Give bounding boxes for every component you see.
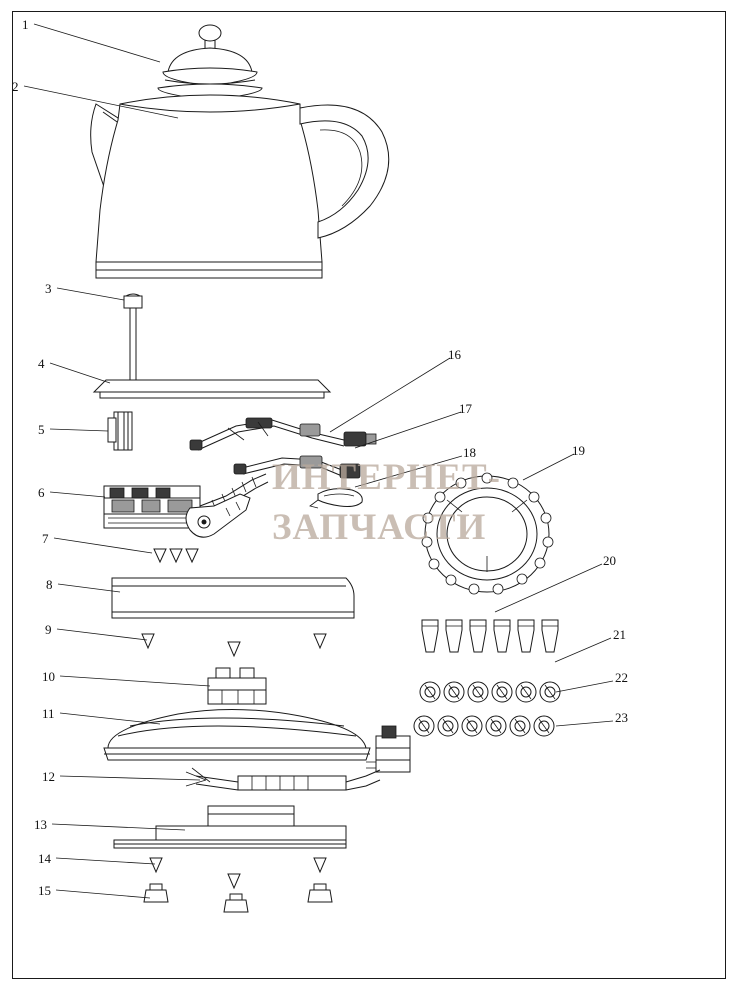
part-feet-group <box>144 884 332 912</box>
part-screws-14-group <box>150 858 326 888</box>
callout-9: 9 <box>45 622 52 637</box>
watermark-line-1: ИНТЕРНЕТ- <box>272 457 501 498</box>
part-nuts-23-group <box>414 716 554 736</box>
part-screws-9-group <box>142 634 326 656</box>
callout-12: 12 <box>42 769 55 784</box>
part-housing-block-group <box>112 578 354 618</box>
callout-3-leader <box>57 288 124 300</box>
callout-6-leader <box>50 492 105 497</box>
part-terminal-block-group <box>208 668 266 704</box>
callout-14-leader <box>56 858 155 864</box>
callout-19-leader <box>523 454 574 480</box>
callout-18: 18 <box>463 445 476 460</box>
callout-10-leader <box>60 676 210 686</box>
callout-7-leader <box>54 538 152 553</box>
callout-4-leader <box>50 363 110 383</box>
callout-15-leader <box>56 890 150 898</box>
callout-11-leader <box>60 713 160 724</box>
callout-5: 5 <box>38 422 45 437</box>
callout-5-leader <box>50 429 108 431</box>
callout-1-leader <box>34 24 160 62</box>
callout-8-leader <box>58 584 120 592</box>
callout-19: 19 <box>572 443 585 458</box>
watermark-line-2: ЗАПЧАСТИ <box>272 507 487 548</box>
callout-6: 6 <box>38 485 45 500</box>
callout-9-leader <box>57 629 147 640</box>
part-screws-20-group <box>422 620 558 652</box>
part-connector-small-group <box>108 412 132 450</box>
callout-4: 4 <box>38 356 45 371</box>
part-body-group <box>91 95 389 278</box>
part-control-module-group <box>104 474 268 537</box>
callout-22: 22 <box>615 670 628 685</box>
callout-16-leader <box>330 358 450 432</box>
callout-21: 21 <box>613 627 626 642</box>
callout-17-leader <box>355 412 461 448</box>
part-heating-base-group <box>104 709 410 772</box>
callout-20: 20 <box>603 553 616 568</box>
part-screws-7-group <box>154 549 198 562</box>
callout-23-leader <box>556 721 613 726</box>
callout-14: 14 <box>38 851 51 866</box>
callout-23: 23 <box>615 710 628 725</box>
part-power-cord-group <box>186 768 380 790</box>
callout-16: 16 <box>448 347 461 362</box>
callout-2: 2 <box>12 79 19 94</box>
callout-17: 17 <box>459 401 472 416</box>
callout-3: 3 <box>45 281 52 296</box>
callout-8: 8 <box>46 577 53 592</box>
callout-7: 7 <box>42 531 49 546</box>
callout-21-leader <box>555 638 611 662</box>
part-lid-group <box>158 25 262 100</box>
part-bottom-plate-group <box>114 806 346 848</box>
part-wire-harness-upper-group <box>190 418 376 450</box>
callout-22-leader <box>556 681 613 692</box>
part-plate-group <box>94 380 330 398</box>
callout-13: 13 <box>34 817 47 832</box>
callout-15: 15 <box>38 883 51 898</box>
part-washers-21-group <box>420 682 560 702</box>
part-post-group <box>124 294 142 380</box>
callout-12-leader <box>60 776 200 780</box>
callout-10: 10 <box>42 669 55 684</box>
callout-11: 11 <box>42 706 55 721</box>
callout-1: 1 <box>22 17 29 32</box>
